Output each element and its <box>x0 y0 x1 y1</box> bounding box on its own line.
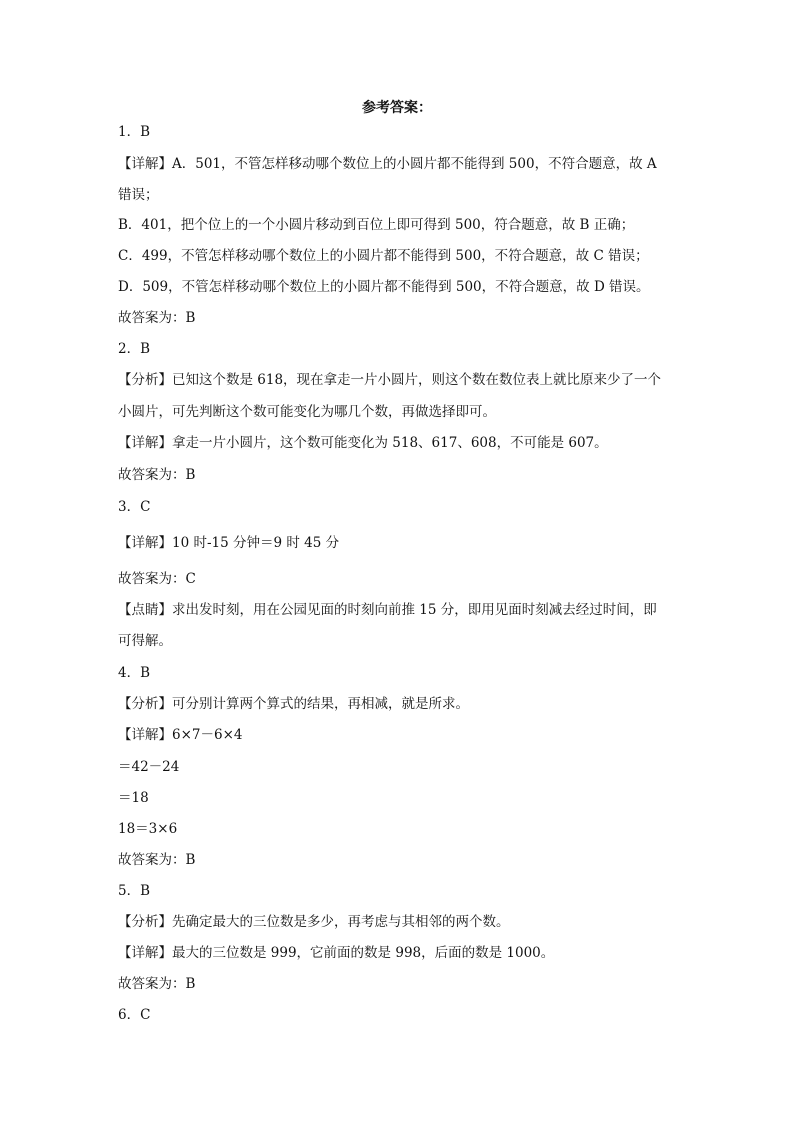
detail-line: 【详解】A．501，不管怎样移动哪个数位上的小圆片都不能得到 500，不符合题意，故 A <box>118 156 657 172</box>
calc-line: 18＝3×6 <box>118 821 178 837</box>
answer-number-5: 5．B <box>118 883 151 899</box>
analysis-line: 【分析】先确定最大的三位数是多少，再考虑与其相邻的两个数。 <box>118 914 510 930</box>
final-answer: 故答案为：B <box>118 467 196 483</box>
analysis-line: 【分析】已知这个数是 618，现在拿走一片小圆片，则这个数在数位表上就比原来少了一个 <box>118 372 662 388</box>
detail-line: B．401，把个位上的一个小圆片移动到百位上即可得到 500，符合题意，故 B 正确； <box>118 217 635 233</box>
detail-line: D．509，不管怎样移动哪个数位上的小圆片都不能得到 500，不符合题意，故 D 错误。 <box>118 279 650 295</box>
answer-number-2: 2．B <box>118 341 151 357</box>
final-answer: 故答案为：C <box>118 571 196 587</box>
final-answer: 故答案为：B <box>118 976 196 992</box>
answer-number-6: 6．C <box>118 1007 151 1023</box>
detail-line: 【详解】拿走一片小圆片，这个数可能变化为 518、617、608，不可能是 607。 <box>118 435 608 451</box>
detail-line: 【详解】最大的三位数是 999，它前面的数是 998，后面的数是 1000。 <box>118 945 555 961</box>
answer-number-3: 3．C <box>118 499 151 515</box>
calc-line: ＝18 <box>118 790 149 806</box>
detail-line: 错误； <box>118 187 159 203</box>
detail-line: 【详解】6×7－6×4 <box>118 727 243 743</box>
final-answer: 故答案为：B <box>118 310 196 326</box>
answer-number-4: 4．B <box>118 665 151 681</box>
calc-line: ＝42－24 <box>118 759 180 775</box>
comment-line: 可得解。 <box>118 633 172 649</box>
analysis-line: 小圆片，可先判断这个数可能变化为哪几个数，再做选择即可。 <box>118 404 496 420</box>
page-title: 参考答案： <box>362 100 432 116</box>
answer-number-1: 1．B <box>118 124 151 140</box>
analysis-line: 【分析】可分别计算两个算式的结果，再相减，就是所求。 <box>118 696 469 712</box>
detail-line: C．499，不管怎样移动哪个数位上的小圆片都不能得到 500，不符合题意，故 C 错误； <box>118 248 649 264</box>
comment-line: 【点睛】求出发时刻，用在公园见面的时刻向前推 15 分，即用见面时刻减去经过时间，即 <box>118 602 657 618</box>
detail-line: 【详解】10 时-15 分钟＝9 时 45 分 <box>118 535 340 551</box>
final-answer: 故答案为：B <box>118 852 196 868</box>
